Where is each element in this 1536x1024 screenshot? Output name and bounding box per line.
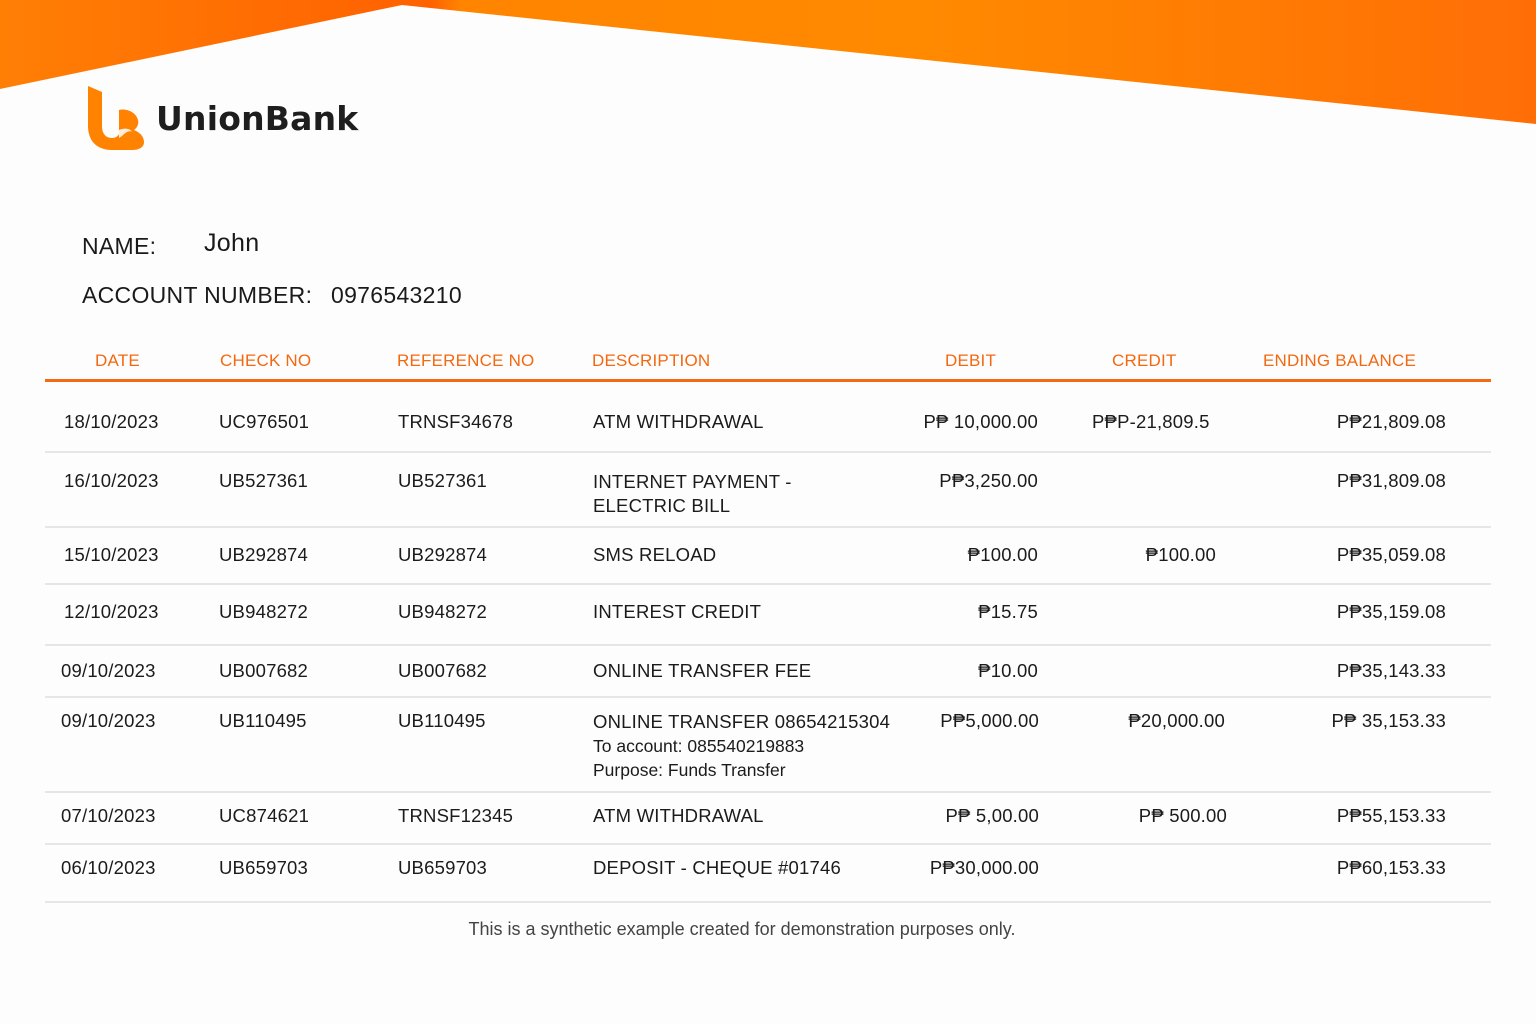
cell-reference-no: UB948272 bbox=[398, 601, 488, 622]
cell-ending-balance: P₱35,143.33 bbox=[1336, 660, 1446, 681]
cell-check-no: UC976501 bbox=[219, 411, 310, 432]
cell-ending-balance: P₱35,159.08 bbox=[1336, 601, 1446, 622]
cell-debit: ₱100.00 bbox=[967, 544, 1038, 565]
cell-debit: ₱15.75 bbox=[978, 601, 1038, 622]
cell-date: 07/10/2023 bbox=[61, 805, 156, 826]
name-value: John bbox=[204, 229, 260, 257]
header-credit: CREDIT bbox=[1112, 351, 1177, 370]
cell-date: 12/10/2023 bbox=[64, 601, 159, 622]
account-number-value: 0976543210 bbox=[331, 282, 462, 308]
description-line-1: ONLINE TRANSFER 08654215304 bbox=[593, 711, 891, 732]
cell-debit: P₱ 5,00.00 bbox=[945, 805, 1039, 826]
header-description: DESCRIPTION bbox=[592, 351, 711, 370]
table-row bbox=[45, 698, 1491, 793]
cell-ending-balance: P₱55,153.33 bbox=[1336, 805, 1446, 826]
cell-description: ONLINE TRANSFER FEE bbox=[593, 660, 812, 681]
cell-description: DEPOSIT - CHEQUE #01746 bbox=[593, 857, 841, 878]
cell-ending-balance: P₱60,153.33 bbox=[1336, 857, 1446, 878]
cell-date: 09/10/2023 bbox=[61, 660, 156, 681]
disclaimer-note: This is a synthetic example created for demonstration purposes only. bbox=[468, 919, 1016, 939]
table-row bbox=[45, 585, 1491, 646]
cell-check-no: UC874621 bbox=[219, 805, 310, 826]
header-reference-no: REFERENCE NO bbox=[397, 351, 535, 370]
transactions-table bbox=[45, 344, 1491, 903]
cell-description bbox=[593, 470, 792, 518]
cell-debit: P₱30,000.00 bbox=[929, 857, 1039, 878]
cell-date: 06/10/2023 bbox=[61, 857, 156, 878]
cell-description: ATM WITHDRAWAL bbox=[593, 805, 764, 826]
table-header bbox=[45, 344, 1491, 382]
cell-reference-no: UB292874 bbox=[398, 544, 488, 565]
cell-description: ATM WITHDRAWAL bbox=[593, 411, 764, 432]
account-name-row bbox=[82, 229, 260, 261]
description-purpose: Purpose: Funds Transfer bbox=[593, 760, 786, 780]
cell-reference-no: TRNSF34678 bbox=[398, 411, 514, 432]
cell-date: 16/10/2023 bbox=[64, 470, 159, 491]
cell-description: SMS RELOAD bbox=[593, 544, 717, 565]
cell-debit: ₱10.00 bbox=[978, 660, 1038, 681]
brand-name: UnionBank bbox=[156, 98, 359, 138]
cell-check-no: UB110495 bbox=[219, 710, 307, 731]
table-row bbox=[45, 646, 1491, 698]
cell-reference-no: UB110495 bbox=[398, 710, 486, 731]
cell-ending-balance: P₱31,809.08 bbox=[1336, 470, 1446, 491]
cell-reference-no: UB659703 bbox=[398, 857, 488, 878]
cell-ending-balance: P₱ 35,153.33 bbox=[1331, 710, 1446, 731]
cell-credit: ₱100.00 bbox=[1145, 544, 1216, 565]
table-row bbox=[45, 528, 1491, 585]
cell-ending-balance: P₱21,809.08 bbox=[1336, 411, 1446, 432]
cell-date: 15/10/2023 bbox=[64, 544, 159, 565]
description-to-account: To account: 085540219883 bbox=[593, 736, 805, 756]
header-date: DATE bbox=[95, 351, 140, 370]
cell-description bbox=[593, 710, 890, 782]
name-label: NAME: bbox=[82, 233, 157, 259]
cell-description: INTEREST CREDIT bbox=[593, 601, 762, 622]
header-check-no: CHECK NO bbox=[220, 351, 312, 370]
table-row bbox=[45, 382, 1491, 453]
header-ending-balance: ENDING BALANCE bbox=[1263, 351, 1417, 370]
cell-reference-no: UB527361 bbox=[398, 470, 488, 491]
cell-date: 09/10/2023 bbox=[61, 710, 156, 731]
cell-check-no: UB007682 bbox=[219, 660, 309, 681]
cell-check-no: UB659703 bbox=[219, 857, 309, 878]
cell-debit: P₱3,250.00 bbox=[939, 470, 1038, 491]
cell-credit: P₱P-21,809.5 bbox=[1092, 411, 1210, 432]
cell-credit: ₱20,000.00 bbox=[1128, 710, 1225, 731]
cell-ending-balance: P₱35,059.08 bbox=[1336, 544, 1446, 565]
header-debit: DEBIT bbox=[945, 351, 997, 370]
cell-check-no: UB527361 bbox=[219, 470, 309, 491]
unionbank-logo bbox=[86, 86, 358, 150]
ub-logo-icon bbox=[86, 86, 146, 150]
cell-credit: P₱ 500.00 bbox=[1138, 805, 1227, 826]
cell-reference-no: UB007682 bbox=[398, 660, 488, 681]
table-row bbox=[45, 845, 1491, 903]
account-number-row bbox=[82, 282, 462, 309]
cell-reference-no: TRNSF12345 bbox=[398, 805, 514, 826]
cell-check-no: UB292874 bbox=[219, 544, 309, 565]
account-number-label: ACCOUNT NUMBER: bbox=[82, 282, 313, 308]
description-line-1: INTERNET PAYMENT - bbox=[593, 471, 792, 492]
cell-date: 18/10/2023 bbox=[64, 411, 159, 432]
description-line-2: ELECTRIC BILL bbox=[593, 495, 731, 516]
cell-check-no: UB948272 bbox=[219, 601, 309, 622]
cell-debit: P₱5,000.00 bbox=[940, 710, 1039, 731]
table-row bbox=[45, 793, 1491, 845]
cell-debit: P₱ 10,000.00 bbox=[923, 411, 1038, 432]
table-row bbox=[45, 453, 1491, 528]
